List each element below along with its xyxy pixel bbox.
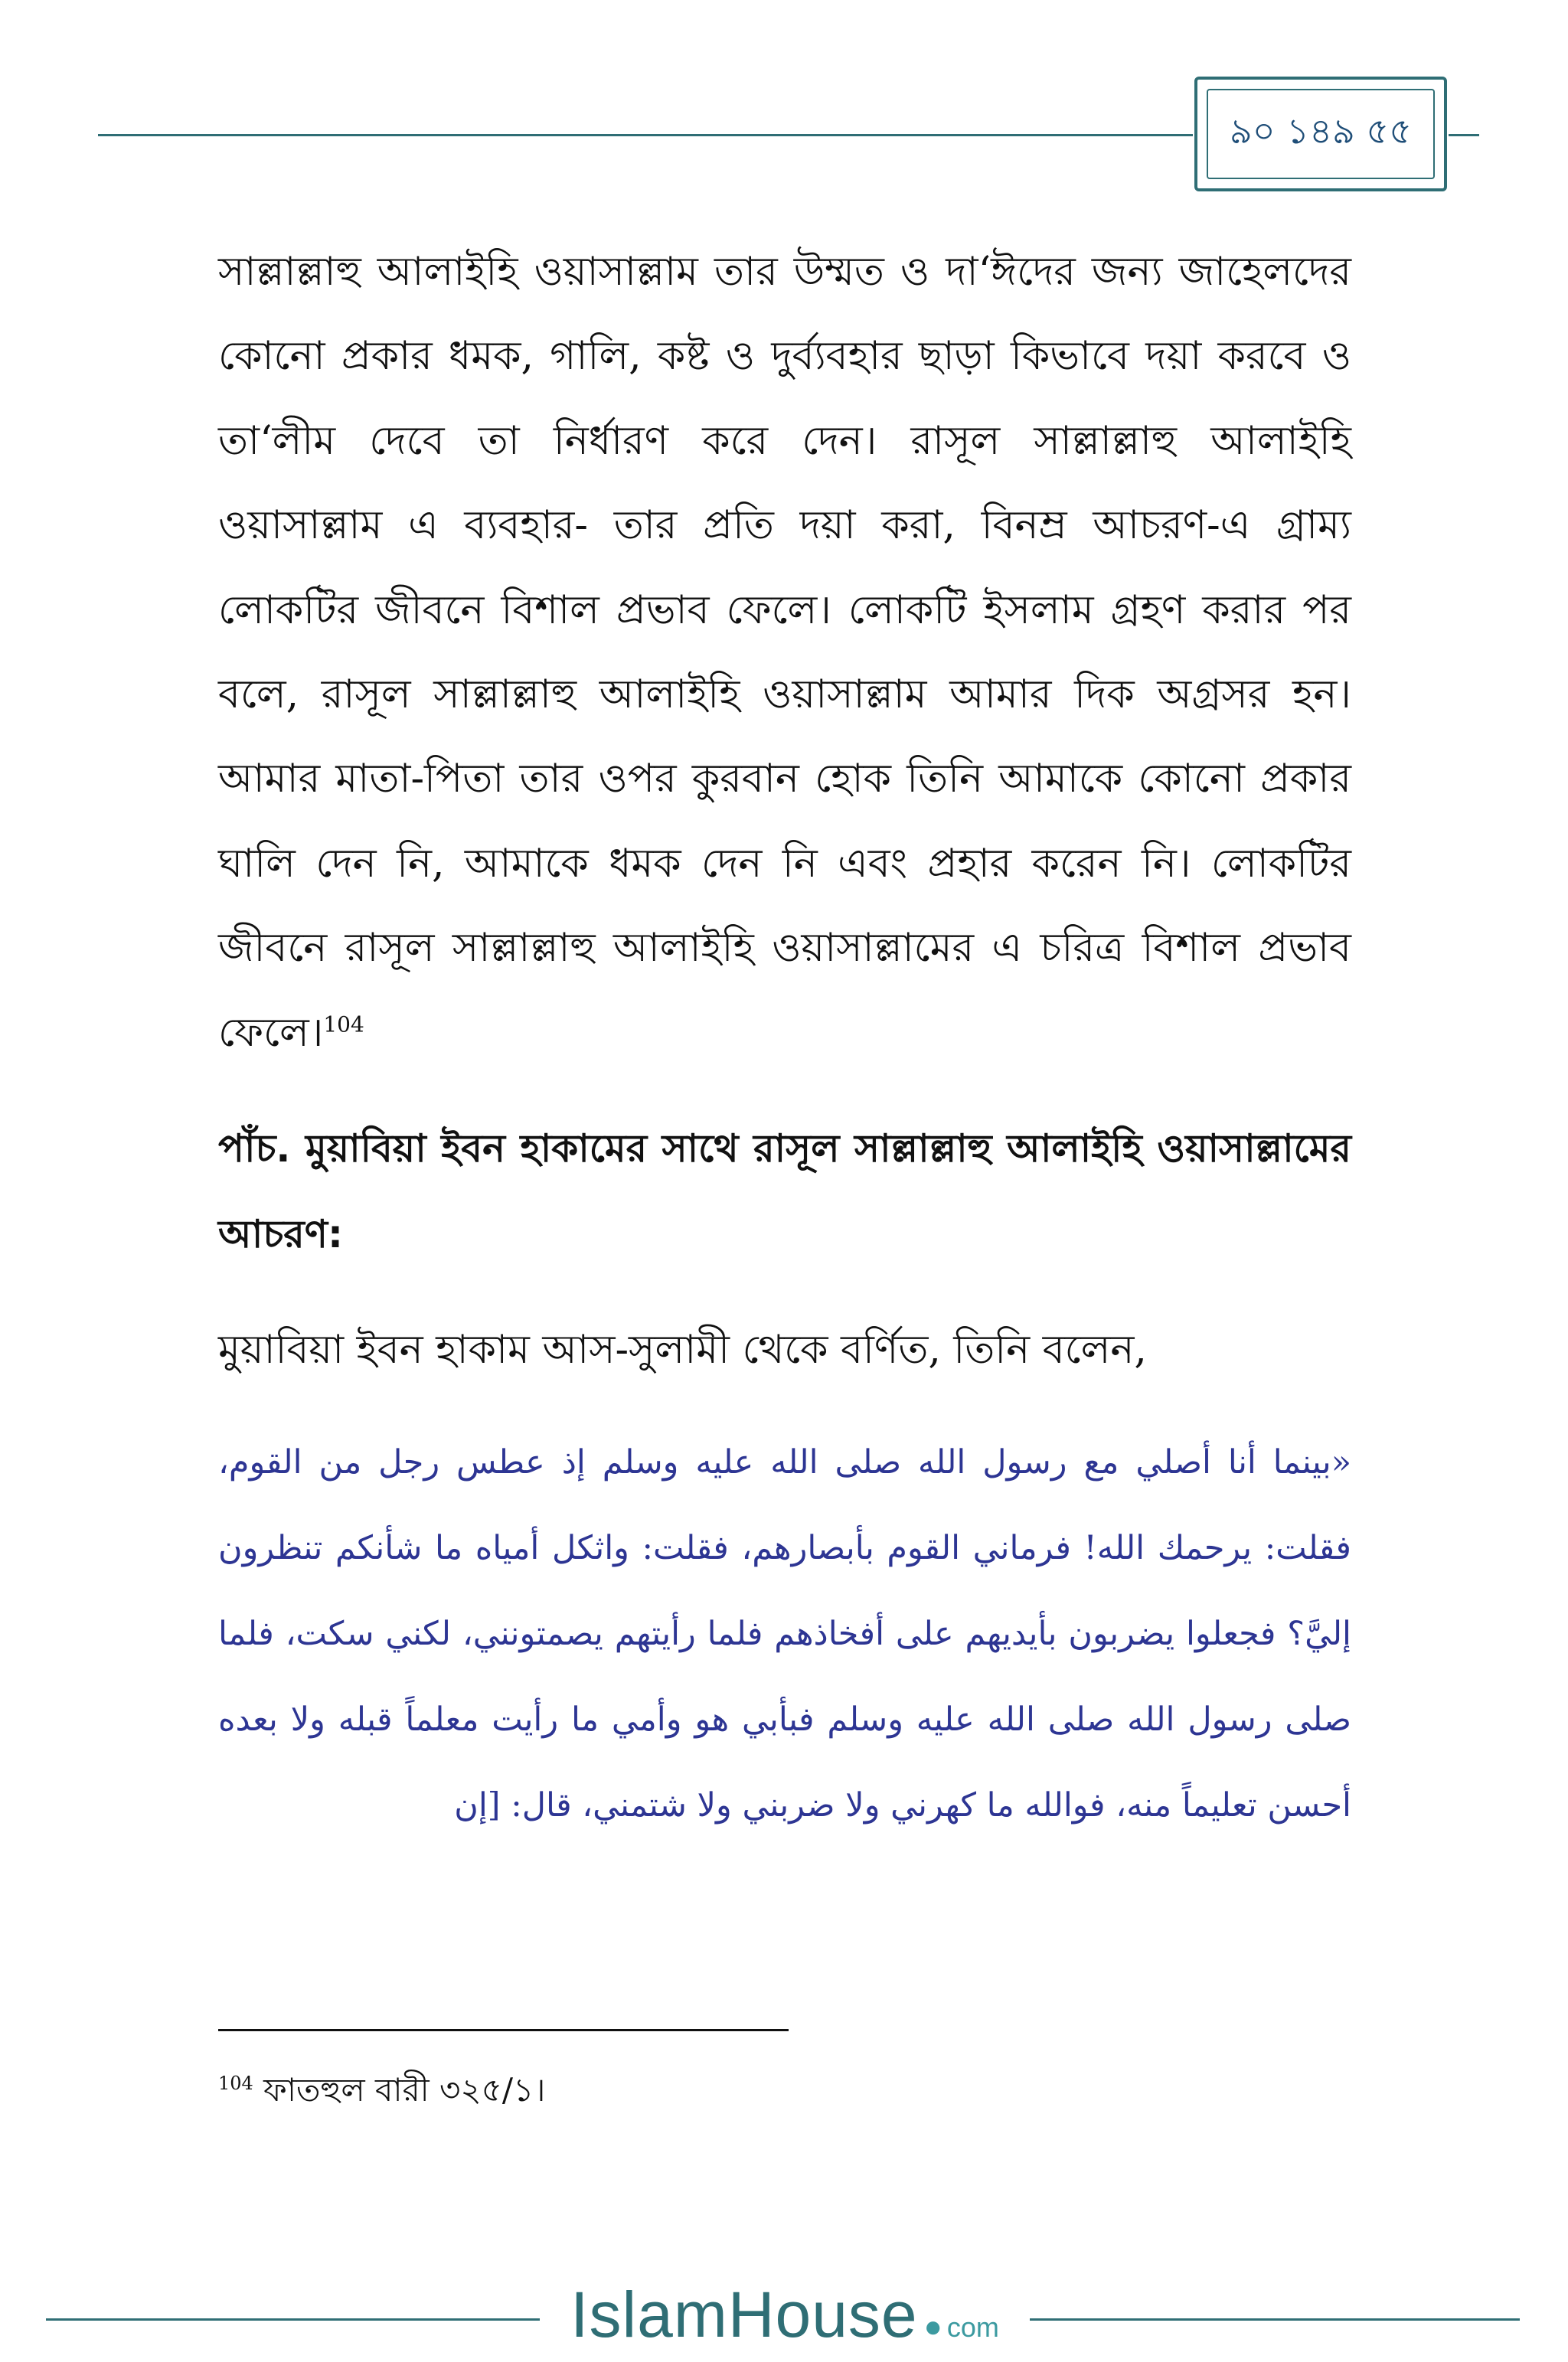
footnote	[218, 2067, 1351, 2113]
footnote-divider	[218, 2029, 789, 2031]
footnote-text: ফাতহুল বারী ৩২৫/১।	[263, 2071, 546, 2109]
footer-rule-right	[1030, 2318, 1520, 2321]
header-rule	[98, 134, 1193, 136]
footnote-reference[interactable]: 104	[323, 1011, 364, 1037]
logo-dot-icon: ●	[923, 2310, 942, 2344]
section-heading: পাঁচ. মুয়াবিয়া ইবন হাকামের সাথে রাসূল সাল্লাল্লাহু আলাইহি ওয়াসাল্লামের আচরণ:	[218, 1126, 1351, 1257]
islamhouse-logo[interactable]	[544, 2278, 1026, 2362]
header-rule-right	[1449, 134, 1479, 136]
arabic-hadith-quote: «بينما أنا أصلي مع رسول الله صلى الله عليه وسلم إذ عطس رجل من القوم، فقلت: يرحمك الله! فرماني القوم بأبصارهم، فقلت: واثكل أمياه ما شأنكم تنظرون إليَّ؟ فجعلوا يضربون بأيديهم على أفخاذهم فلما رأيتهم يصمتونني، لكني سكت، فلما صلى رسول الله صلى الله عليه وسلم فبأبي هو وأمي ما رأيت معلماً قبله ولا بعده أحسن تعليماً منه، فوالله ما كهرني ولا ضربني ولا شتمني، قال: [إن	[218, 1443, 1351, 1825]
page-content	[218, 230, 1351, 1848]
logo-text: IslamHouse	[570, 2279, 918, 2351]
footer-rule-left	[46, 2318, 540, 2321]
page-number-frame	[1194, 77, 1447, 191]
narration-intro: মুয়াবিয়া ইবন হাকাম আস-সুলামী থেকে বর্ণিত, তিনি বলেন,	[218, 1327, 1147, 1374]
main-paragraph	[218, 230, 1351, 1075]
main-paragraph-text: সাল্লাল্লাহু আলাইহি ওয়াসাল্লাম তার উম্মত ও দা‘ঈদের জন্য জাহেলদের কোনো প্রকার ধমক, গালি, কষ্ট ও দুর্ব্যবহার ছাড়া কিভাবে দয়া করবে ও তা‘লীম দেবে তা নির্ধারণ করে দেন। রাসূল সাল্লাল্লাহু আলাইহি ওয়াসাল্লাম এ ব্যবহার- তার প্রতি দয়া করা, বিনম্র আচরণ-এ গ্রাম্য লোকটির জীবনে বিশাল প্রভাব ফেলে। লোকটি ইসলাম গ্রহণ করার পর বলে, রাসূল সাল্লাল্লাহু আলাইহি ওয়াসাল্লাম আমার দিক অগ্রসর হন। আমার মাতা-পিতা তার ওপর কুরবান হোক তিনি আমাকে কোনো প্রকার ঘালি দেন নি, আমাকে ধমক দেন নি এবং প্রহার করেন নি। লোকটির জীবনে রাসূল সাল্লাল্লাহু আলাইহি ওয়াসাল্লামের এ চরিত্র বিশাল প্রভাব ফেলে।	[218, 249, 1351, 1056]
logo-suffix: com	[946, 2311, 999, 2343]
page-number: ৯০ ১৪৯ ৫৫	[1207, 89, 1435, 179]
footnote-number: 104	[218, 2073, 253, 2094]
